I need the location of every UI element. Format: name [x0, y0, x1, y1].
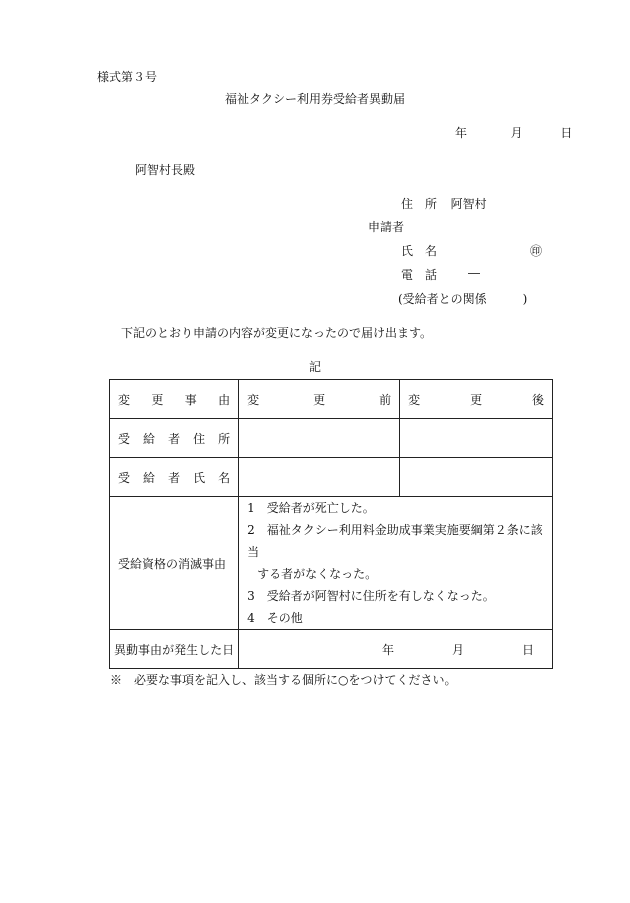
date-month: 月	[510, 126, 523, 140]
date-year: 年	[455, 126, 468, 140]
header-reason	[110, 380, 239, 419]
header-after-char: 後	[531, 392, 544, 407]
row-address-char: 所	[218, 431, 231, 446]
header-reason-char: 更	[151, 392, 164, 407]
name-before-cell[interactable]	[239, 458, 400, 497]
loss-reason-1[interactable]: 1 受給者が死亡した。	[247, 501, 375, 515]
row-date-char: 異	[114, 642, 127, 657]
date-line	[455, 124, 572, 141]
row-date-label	[110, 630, 239, 669]
header-before	[239, 380, 400, 419]
row-date-char: た	[210, 642, 223, 657]
loss-reason-3[interactable]: 3 受給者が阿智村に住所を有しなくなった。	[247, 589, 495, 603]
row-date-char: 由	[150, 642, 163, 657]
header-before-char: 前	[379, 392, 392, 407]
footnote: ※ 必要な事項を記入し、該当する個所に○をつけてください。	[110, 673, 457, 687]
row-address-char: 者	[168, 431, 181, 446]
name-label: 氏 名	[401, 244, 438, 258]
table-row-date	[110, 630, 553, 669]
row-date-char: 事	[138, 642, 151, 657]
relation-field: (受給者との関係 )	[398, 292, 528, 306]
table-row-loss	[110, 497, 553, 630]
loss-reason-2-cont: する者がなくなった。	[257, 567, 378, 581]
address-before-cell[interactable]	[239, 419, 400, 458]
addressee: 阿智村長殿	[135, 163, 196, 177]
row-address-char: 住	[193, 431, 206, 446]
ki-heading: 記	[308, 360, 321, 374]
row-date-char: 発	[174, 642, 187, 657]
address-label: 住 所	[401, 197, 438, 211]
change-table	[109, 379, 553, 669]
date-occurred-cell[interactable]	[239, 630, 553, 669]
header-reason-char: 変	[118, 392, 131, 407]
row-address-char: 受	[118, 431, 131, 446]
row-date-char: が	[162, 642, 175, 657]
form-title: 福祉タクシー利用券受給者異動届	[224, 92, 405, 106]
intro-text: 下記のとおり申請の内容が変更になったので届け出ます。	[121, 326, 433, 340]
phone-label: 電 話	[401, 268, 438, 282]
address-after-cell[interactable]	[400, 419, 553, 458]
row-name-label	[110, 458, 239, 497]
table-row-address	[110, 419, 553, 458]
row-name-char: 者	[168, 470, 181, 485]
occurred-month: 月	[451, 642, 464, 657]
loss-reason-4[interactable]: 4 その他	[247, 611, 303, 625]
header-reason-char: 事	[184, 392, 197, 407]
row-date-char: 生	[186, 642, 199, 657]
name-after-cell[interactable]	[400, 458, 553, 497]
applicant-label: 申請者	[368, 220, 405, 234]
seal-mark: ㊞	[530, 244, 543, 258]
occurred-day: 日	[521, 642, 534, 657]
header-after	[400, 380, 553, 419]
row-name-char: 名	[218, 470, 231, 485]
occurred-year: 年	[381, 642, 394, 657]
row-date-char: し	[198, 642, 211, 657]
row-address-char: 給	[143, 431, 156, 446]
row-address-label	[110, 419, 239, 458]
row-date-char: 日	[222, 642, 235, 657]
table-row-name	[110, 458, 553, 497]
header-before-char: 更	[313, 392, 326, 407]
header-reason-char: 由	[218, 392, 231, 407]
address-value: 阿智村	[450, 197, 487, 211]
table-header-row	[110, 380, 553, 419]
row-name-char: 給	[143, 470, 156, 485]
header-after-char: 更	[470, 392, 483, 407]
phone-dash: ―	[468, 266, 480, 280]
loss-reasons-cell	[239, 497, 553, 630]
header-after-char: 変	[408, 392, 421, 407]
row-date-char: 動	[126, 642, 139, 657]
row-name-char: 受	[118, 470, 131, 485]
date-day: 日	[560, 126, 573, 140]
form-number: 様式第３号	[97, 70, 158, 84]
loss-reason-2[interactable]: 2 福祉タクシー利用料金助成事業実施要綱第２条に該当	[247, 523, 543, 559]
row-loss-label: 受給資格の消滅事由	[110, 497, 239, 630]
address-row	[401, 195, 487, 212]
header-before-char: 変	[247, 392, 260, 407]
row-name-char: 氏	[193, 470, 206, 485]
